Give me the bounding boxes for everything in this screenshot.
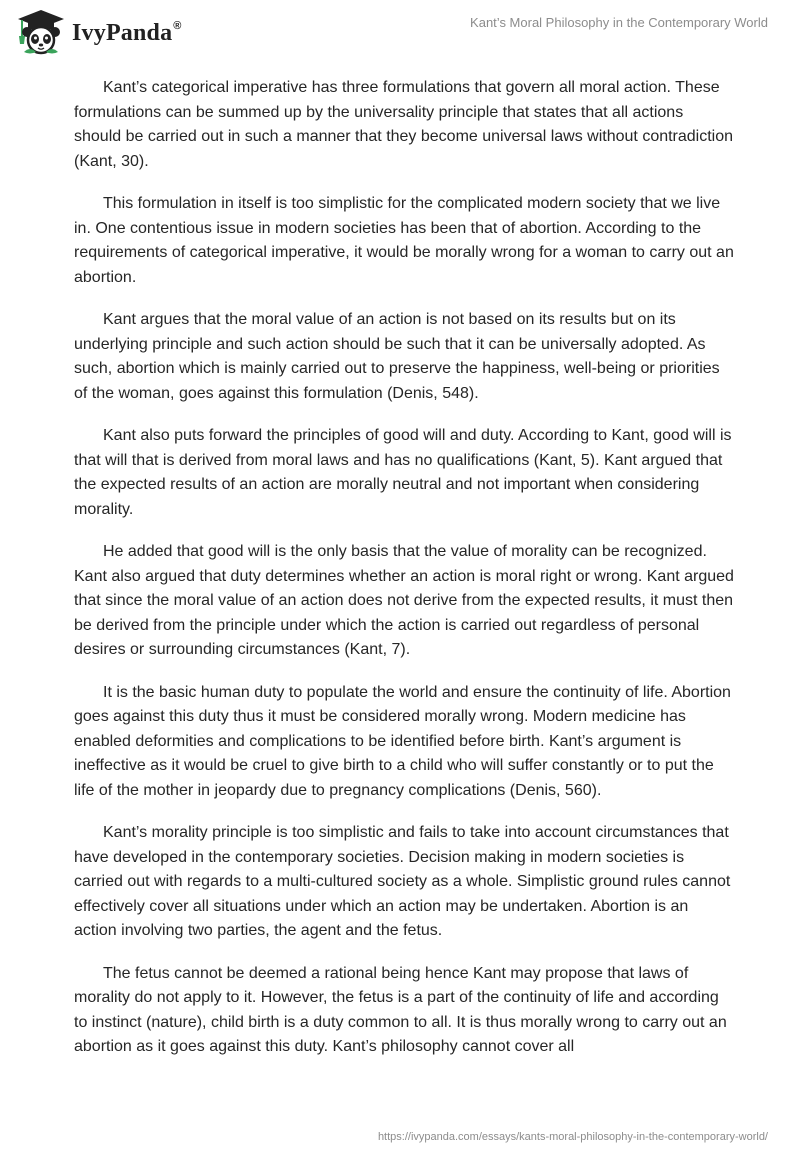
- paragraph: Kant’s morality principle is too simplistic and fails to take into account circumstances that have developed in the contemporary societies. Decision making in modern societies is carried out with regards to a multi-cultured society as a whole. Simplistic ground rules cannot effectively cover all situations under which an action may be undertaken. Abortion is an action involving two parties, the agent and the fetus.: [74, 824, 731, 939]
- brand-name: IvyPanda®: [72, 19, 182, 46]
- paragraph: He added that good will is the only basis that the value of morality can be recognized. Kant also argued that duty determines whether an action is moral right or wrong. Kant argued that since the moral value of an action does not derive from the expected results, it must then be derived from the principle under which the action is carried out regardless of personal desires or surrounding circumstances (Kant, 7).: [74, 543, 734, 658]
- paragraph: This formulation in itself is too simplistic for the complicated modern society that we live in. One contentious issue in modern societies has been that of abortion. According to the requirements of categorical imperative, it would be morally wrong for a woman to carry out an abortion.: [74, 195, 734, 286]
- paragraph: Kant’s categorical imperative has three formulations that govern all moral action. These formulations can be summed up by the universality principle that states that all actions should be carried out in such a manner that they become universal laws without contradiction (Kant, 30).: [74, 79, 734, 170]
- paragraph: The fetus cannot be deemed a rational being hence Kant may propose that laws of morality do not apply to it. However, the fetus is a part of the continuity of life and according to instinct (nature), child birth is a duty common to all. It is thus morally wrong to carry out an abortion as it goes against this duty. Kant’s philosophy cannot cover all: [74, 964, 727, 1055]
- panda-graduate-icon: [14, 8, 68, 56]
- paragraph: Kant also puts forward the principles of good will and duty. According to Kant, good will is that will that is derived from moral laws and has no qualifications (Kant, 5). Kant argued that the expected results of an action are morally neutral and not important when considering morality.: [74, 427, 732, 518]
- brand-logo[interactable]: [14, 8, 182, 56]
- source-url[interactable]: https://ivypanda.com/essays/kants-moral-philosophy-in-the-contemporary-world/: [377, 1131, 768, 1143]
- essay-body: [74, 76, 734, 1078]
- paragraph: Kant argues that the moral value of an action is not based on its results but on its underlying principle and such action should be such that it can be universally adopted. As such, abortion which is mainly carried out to preserve the happiness, well-being or priorities of the woman, goes against this formulation (Denis, 548).: [74, 311, 720, 402]
- document-title: Kant’s Moral Philosophy in the Contemporary World: [470, 15, 768, 30]
- registered-mark: ®: [173, 19, 182, 32]
- page-header: [0, 0, 800, 64]
- paragraph: It is the basic human duty to populate the world and ensure the continuity of life. Abortion goes against this duty thus it must be considered morally wrong. Modern medicine has enabled deformities and complications to be identified before birth. Kant’s argument is ineffective as it would be cruel to give birth to a child who will suffer constantly or to put the life of the mother in jeopardy due to pregnancy complications (Denis, 560).: [74, 683, 731, 799]
